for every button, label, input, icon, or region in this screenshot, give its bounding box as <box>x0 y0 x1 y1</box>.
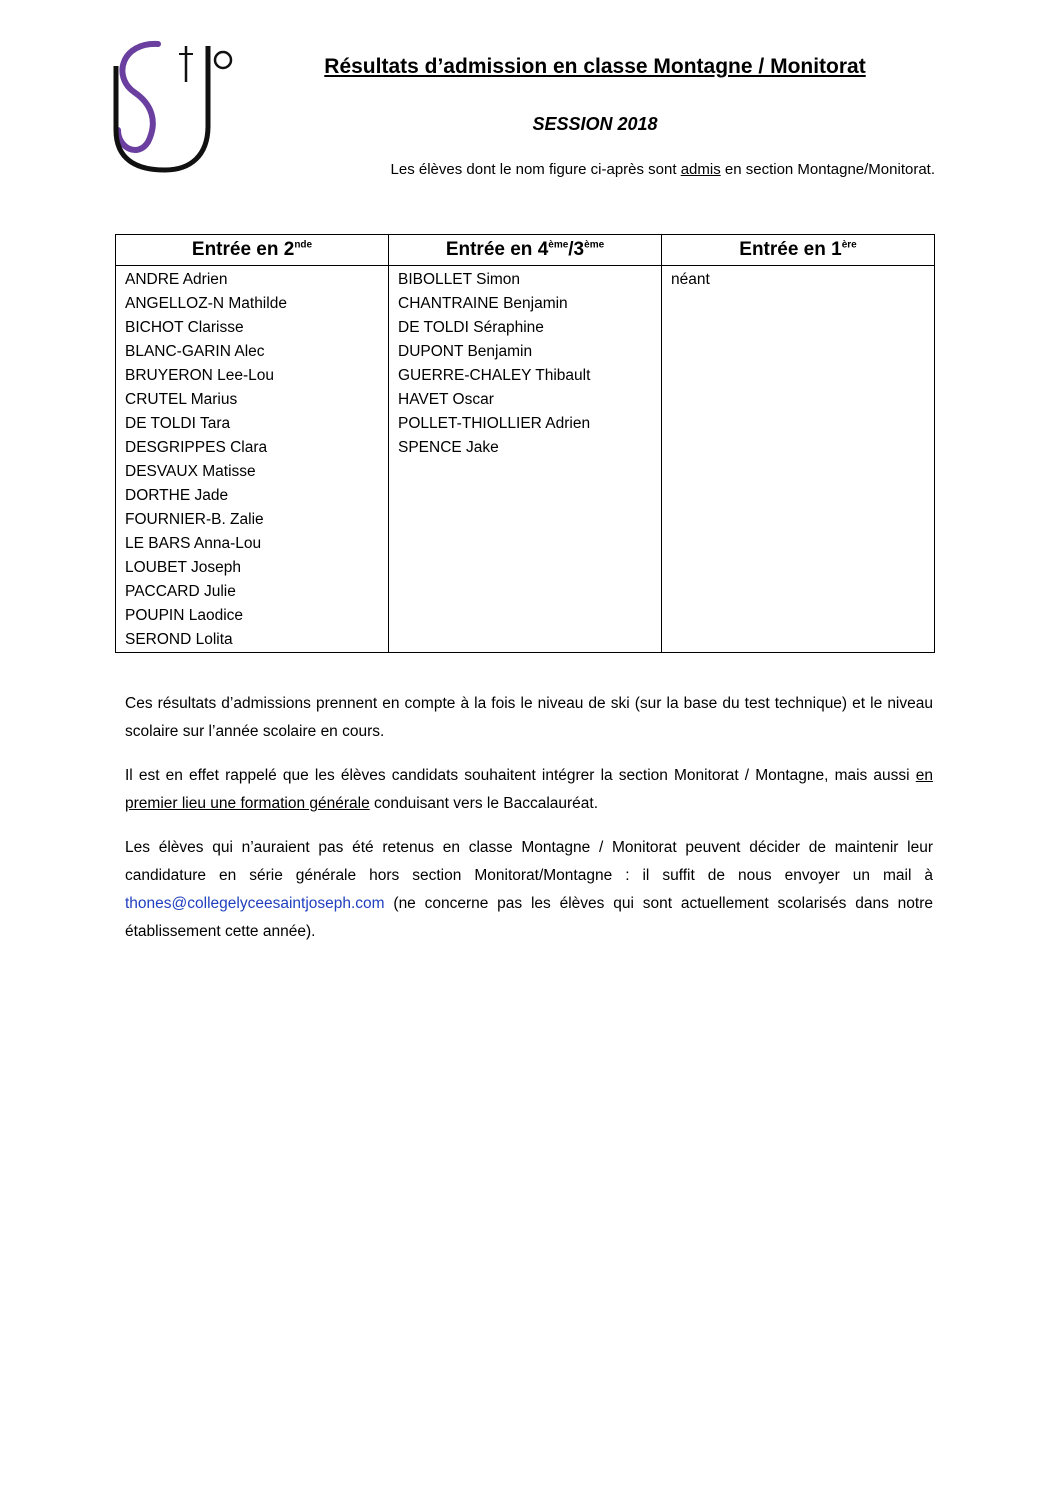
p2-after: conduisant vers le Baccalauréat. <box>369 795 599 812</box>
student-name: DE TOLDI Tara <box>125 415 231 432</box>
header-entree-seconde <box>116 235 389 266</box>
student-name: CRUTEL Marius <box>125 391 238 408</box>
student-name: BRUYERON Lee-Lou <box>125 367 275 384</box>
header-sup: ère <box>841 239 857 251</box>
student-name: BLANC-GARIN Alec <box>125 343 265 360</box>
student-name: PACCARD Julie <box>125 583 236 600</box>
explanation-text <box>125 690 933 962</box>
header-suffix: /3 <box>568 239 585 260</box>
student-name: ANGELLOZ-N Mathilde <box>125 295 287 312</box>
student-name: DORTHE Jade <box>125 487 229 504</box>
header-entree-quatrieme-troisieme <box>389 235 662 266</box>
student-name: DUPONT Benjamin <box>398 343 533 360</box>
student-name: LE BARS Anna-Lou <box>125 535 262 552</box>
header-sup2: ème <box>584 239 605 251</box>
header-sup: nde <box>294 239 313 251</box>
student-name: SEROND Lolita <box>125 631 233 648</box>
student-name: HAVET Oscar <box>398 391 494 408</box>
intro-after: en section Montagne/Monitorat. <box>720 161 935 178</box>
intro-text <box>230 161 935 178</box>
p2-underlined: en premier lieu une formation générale <box>125 767 933 812</box>
student-name: BICHOT Clarisse <box>125 319 244 336</box>
none-value: néant <box>671 271 710 288</box>
student-name: POLLET-THIOLLIER Adrien <box>398 415 591 432</box>
student-name: DESVAUX Matisse <box>125 463 256 480</box>
p3-before: Les élèves qui n’auraient pas été retenus en classe Montagne / Monitorat peuvent décider de maintenir leur candidature en série générale hors section Monitorat/Montagne : il suffit de nous envoyer un mail à <box>125 839 933 884</box>
header-sup: ème <box>548 239 569 251</box>
header-label: Entrée en 4 <box>445 239 549 260</box>
header-label: Entrée en 2 <box>191 239 295 260</box>
student-name: DESGRIPPES Clara <box>125 439 268 456</box>
column-premiere-list <box>662 266 935 653</box>
student-name: GUERRE-CHALEY Thibault <box>398 367 591 384</box>
student-name: SPENCE Jake <box>398 439 499 456</box>
student-name: ANDRE Adrien <box>125 271 228 288</box>
column-quatrieme-troisieme-list <box>389 266 662 653</box>
p3-after: (ne concerne pas les élèves qui sont actuellement scolarisés dans notre établissement cette année). <box>125 895 933 940</box>
session-label: SESSION 2018 <box>532 114 658 134</box>
admission-results-table <box>115 234 935 653</box>
email-link[interactable]: thones@collegelyceesaintjoseph.com <box>125 895 385 912</box>
header-label: Entrée en 1 <box>739 239 842 260</box>
student-name: LOUBET Joseph <box>125 559 242 576</box>
intro-admis: admis <box>680 161 721 178</box>
student-name: CHANTRAINE Benjamin <box>398 295 568 312</box>
student-name: POUPIN Laodice <box>125 607 244 624</box>
paragraph-criteria: Ces résultats d’admissions prennent en compte à la fois le niveau de ski (sur la base du test technique) et le niveau scolaire sur l’année scolaire en cours. <box>125 695 933 740</box>
column-seconde-list <box>116 266 389 653</box>
intro-before: Les élèves dont le nom figure ci-après sont <box>390 161 681 178</box>
page-title: Résultats d’admission en classe Montagne / Monitorat <box>324 55 866 78</box>
p2-before: Il est en effet rappelé que les élèves candidats souhaitent intégrer la section Monitorat / Montagne, mais aussi <box>125 767 916 784</box>
school-logo <box>110 30 240 175</box>
student-name: BIBOLLET Simon <box>398 271 521 288</box>
student-name: FOURNIER-B. Zalie <box>125 511 264 528</box>
paragraph-reminder <box>125 762 933 818</box>
paragraph-candidature <box>125 834 933 946</box>
student-name: DE TOLDI Séraphine <box>398 319 544 336</box>
header-entree-premiere <box>662 235 935 266</box>
